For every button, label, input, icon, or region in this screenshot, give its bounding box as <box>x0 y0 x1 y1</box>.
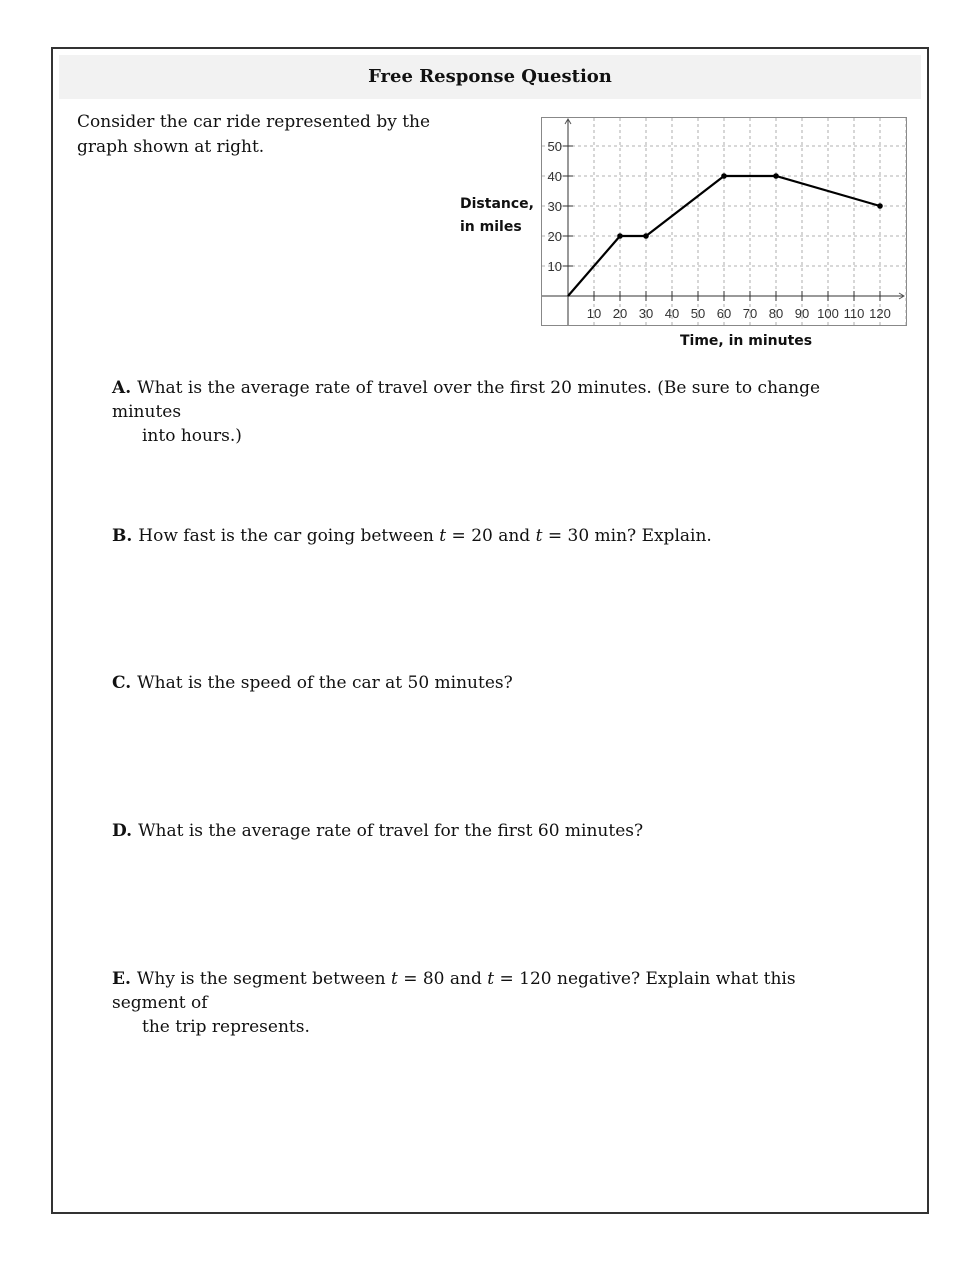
question-text: = 30 min? Explain. <box>542 526 712 546</box>
data-point <box>877 203 883 209</box>
y-label-line1: Distance, <box>460 196 534 212</box>
question-letter: B. <box>112 526 133 546</box>
y-tick-label: 40 <box>547 169 562 184</box>
var-t: t <box>487 969 495 989</box>
question-letter: A. <box>112 378 132 398</box>
question-e <box>112 967 872 1039</box>
x-tick-label: 10 <box>586 306 602 321</box>
question-d <box>112 819 872 843</box>
question-text: = 120 negative? Explain what this segment of <box>112 969 796 1013</box>
intro-text: Consider the car ride represented by the graph shown at right. <box>77 112 431 157</box>
data-point <box>617 233 623 239</box>
x-tick-label: 100 <box>817 306 839 321</box>
x-tick-label: 50 <box>690 306 706 321</box>
var-t: t <box>390 969 398 989</box>
question-c <box>112 671 872 695</box>
var-t: t <box>439 526 447 546</box>
question-text: = 20 and <box>446 526 536 546</box>
y-tick-label: 20 <box>547 229 562 244</box>
question-text: What is the average rate of travel over the first 20 minutes. (Be sure to change minutes <box>112 378 821 422</box>
x-axis-label: Time, in minutes <box>680 333 813 349</box>
data-point <box>721 173 727 179</box>
question-text: How fast is the car going between <box>138 526 440 546</box>
x-tick-label: 120 <box>869 306 891 321</box>
x-tick-label: 70 <box>742 306 758 321</box>
data-point <box>643 233 649 239</box>
x-tick-label: 80 <box>768 306 784 321</box>
question-letter: E. <box>112 969 131 989</box>
question-a <box>112 376 872 448</box>
x-tick-label: 30 <box>638 306 654 321</box>
x-tick-label: 20 <box>612 306 628 321</box>
x-tick-label: 40 <box>664 306 680 321</box>
y-tick-label: 10 <box>547 259 562 274</box>
y-axis-label <box>460 193 534 239</box>
var-t: t <box>535 526 543 546</box>
question-b <box>112 524 872 548</box>
x-tick-label: 110 <box>843 306 865 321</box>
x-tick-label: 60 <box>716 306 732 321</box>
question-text: = 80 and <box>397 969 488 989</box>
question-letter: D. <box>112 821 133 841</box>
question-text: What is the speed of the car at 50 minutes? <box>137 673 513 693</box>
y-tick-label: 50 <box>547 139 562 154</box>
question-text: Why is the segment between <box>136 969 391 989</box>
y-label-line2: in miles <box>460 219 522 235</box>
distance-time-chart <box>541 117 907 326</box>
question-text-cont: the trip represents. <box>142 1017 310 1037</box>
page-title: Free Response Question <box>59 55 921 99</box>
data-point <box>773 173 779 179</box>
question-letter: C. <box>112 673 132 693</box>
question-text: What is the average rate of travel for the first 60 minutes? <box>138 821 644 841</box>
question-text-cont: into hours.) <box>142 426 242 446</box>
y-tick-label: 30 <box>547 199 562 214</box>
x-tick-label: 90 <box>794 306 810 321</box>
